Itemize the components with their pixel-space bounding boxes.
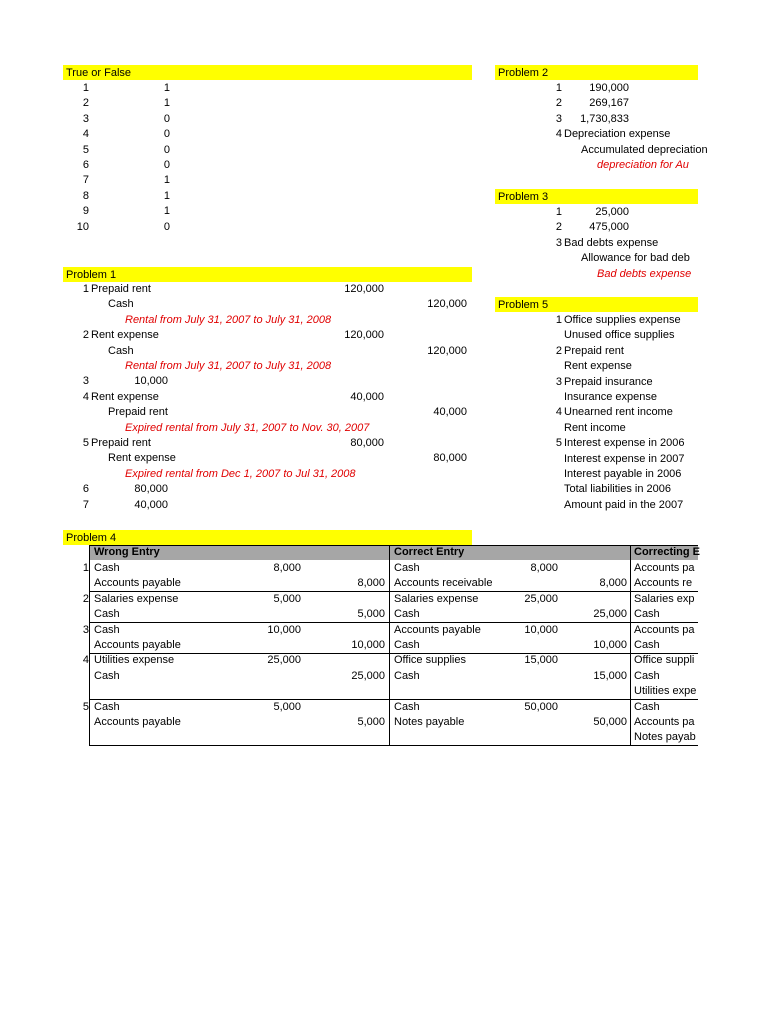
- p1-account: Rent expense: [108, 452, 176, 465]
- problem4-header: [63, 530, 472, 545]
- p4-wrong-account: Accounts payable: [94, 577, 181, 590]
- p4-correct-credit: 8,000: [599, 577, 627, 590]
- p4-correct-credit: 50,000: [593, 716, 627, 728]
- p1-note: Expired rental from July 31, 2007 to Nov. 30, 2007: [125, 421, 370, 434]
- p5-account: Insurance expense: [564, 391, 657, 403]
- p1-account: 10,000: [134, 375, 168, 388]
- p4-correct-credit: 25,000: [593, 608, 627, 621]
- p4-correcting-account: Office suppli: [634, 654, 695, 667]
- p4-correct-account: Accounts receivable: [394, 577, 493, 590]
- p1-debit: 120,000: [344, 329, 384, 342]
- problem2-header-label: Problem 2: [498, 67, 549, 79]
- p5-item-number: 3: [555, 375, 562, 388]
- problem4-border-bottom: [89, 745, 698, 746]
- tf-answer: 1: [163, 189, 170, 202]
- p4-wrong-account: Accounts payable: [94, 639, 181, 651]
- tf-number: 5: [82, 143, 89, 156]
- p4-item-number: 3: [82, 623, 89, 636]
- tf-number: 3: [82, 112, 89, 125]
- tf-number: 2: [82, 97, 89, 110]
- tf-answer: 1: [163, 82, 170, 94]
- p3-item-number: 1: [555, 206, 562, 218]
- tf-number: 4: [82, 128, 89, 141]
- p5-account: Unearned rent income: [564, 406, 673, 419]
- p3-note: Bad debts expense: [597, 267, 692, 280]
- p2-account: Accumulated depreciation: [581, 143, 708, 156]
- p5-account: Rent expense: [564, 360, 632, 373]
- p4-correct-debit: 8,000: [530, 562, 558, 574]
- tf-answer: 1: [163, 174, 170, 187]
- p4-wrong-credit: 8,000: [357, 577, 385, 590]
- p5-account: Total liabilities in 2006: [564, 483, 672, 496]
- p4-correct-account: Cash: [394, 608, 420, 621]
- problem4-divider-2: [630, 545, 631, 746]
- p5-account: Interest expense in 2006: [564, 437, 685, 450]
- p4-correct-account: Office supplies: [394, 654, 466, 667]
- p5-account: Prepaid insurance: [564, 375, 653, 388]
- problem4-border-left: [89, 545, 90, 746]
- p4-correct-account: Cash: [394, 669, 420, 682]
- p1-item-number: 5: [82, 437, 89, 449]
- p4-wrong-credit: 25,000: [351, 669, 385, 682]
- p4-correct-debit: 10,000: [524, 623, 558, 636]
- p2-value: 190,000: [589, 82, 629, 94]
- p3-value: 475,000: [589, 221, 629, 234]
- p1-credit: 80,000: [433, 452, 467, 465]
- problem4-border-top: [89, 545, 698, 546]
- p4-item-number: 1: [82, 562, 89, 574]
- p5-account: Unused office supplies: [564, 329, 675, 342]
- p5-item-number: 4: [555, 406, 562, 419]
- p3-account: Bad debts expense: [564, 236, 659, 249]
- problem3-header-label: Problem 3: [498, 191, 549, 203]
- p4-correct-credit: 10,000: [593, 639, 627, 651]
- tf-answer: 0: [163, 159, 170, 171]
- true-false-header-label: True or False: [66, 67, 132, 79]
- p4-correct-account: Accounts payable: [394, 623, 481, 636]
- p1-account: Prepaid rent: [108, 406, 168, 419]
- p4-correcting-account: Accounts pa: [634, 562, 695, 574]
- p4-correcting-account: Notes payab: [634, 731, 696, 744]
- p5-item-number: 5: [555, 437, 562, 450]
- tf-answer: 0: [163, 128, 170, 141]
- p5-item-number: 2: [555, 344, 562, 357]
- p4-correcting-account: Accounts pa: [634, 623, 695, 636]
- p1-note: Rental from July 31, 2007 to July 31, 2008: [125, 360, 332, 372]
- p2-item-number: 3: [555, 112, 562, 125]
- p3-account: Allowance for bad deb: [581, 252, 690, 265]
- problem4-header-label: Problem 4: [66, 532, 117, 544]
- p1-debit: 80,000: [350, 437, 384, 449]
- p2-value: 1,730,833: [580, 112, 629, 125]
- p4-wrong-account: Cash: [94, 608, 120, 621]
- p4-item-number: 4: [82, 654, 89, 667]
- tf-number: 7: [82, 174, 89, 187]
- problem5-header-label: Problem 5: [498, 299, 549, 311]
- p1-account: 40,000: [134, 498, 168, 511]
- p4-correct-debit: 15,000: [524, 654, 558, 667]
- p2-item-number: 4: [555, 128, 562, 141]
- tf-answer: 0: [163, 112, 170, 125]
- p5-account: Rent income: [564, 421, 626, 434]
- problem3-header: [495, 189, 698, 204]
- p1-account: Prepaid rent: [91, 283, 151, 295]
- p4-correcting-account: Cash: [634, 639, 660, 651]
- p1-account: 80,000: [134, 483, 168, 496]
- tf-number: 9: [82, 205, 89, 218]
- p4-correcting-account: Cash: [634, 669, 660, 682]
- p4-correcting-account: Utilities expe: [634, 685, 697, 698]
- p5-account: Prepaid rent: [564, 344, 624, 357]
- tf-answer: 0: [163, 143, 170, 156]
- p2-account: Depreciation expense: [564, 128, 671, 141]
- tf-answer: 1: [163, 205, 170, 218]
- p4-correcting-account: Accounts re: [634, 577, 693, 590]
- p4-wrong-debit: 5,000: [273, 700, 301, 713]
- p1-account: Cash: [108, 344, 134, 357]
- problem2-header: [495, 65, 698, 80]
- tf-number: 1: [82, 82, 89, 94]
- p4-wrong-debit: 8,000: [273, 562, 301, 574]
- p4-item-number: 2: [82, 592, 89, 605]
- p1-item-number: 4: [82, 390, 89, 403]
- problem5-header: [495, 297, 698, 312]
- p4-correct-account: Salaries expense: [394, 592, 479, 605]
- p4-wrong-debit: 10,000: [267, 623, 301, 636]
- p4-correcting-account: Cash: [634, 608, 660, 621]
- p4-correct-account: Cash: [394, 700, 420, 713]
- p5-account: Amount paid in the 2007: [564, 498, 684, 511]
- p4-wrong-debit: 25,000: [267, 654, 301, 667]
- p4-wrong-debit: 5,000: [273, 592, 301, 605]
- p5-account: Office supplies expense: [564, 314, 681, 326]
- p3-item-number: 2: [555, 221, 562, 234]
- p2-note: depreciation for Au: [597, 159, 689, 171]
- p4-correcting-account: Cash: [634, 700, 660, 713]
- p5-account: Interest expense in 2007: [564, 452, 685, 465]
- p1-note: Expired rental from Dec 1, 2007 to Jul 31, 2008: [125, 467, 356, 480]
- p1-item-number: 2: [82, 329, 89, 342]
- p4-wrong-account: Cash: [94, 700, 120, 713]
- p1-account: Prepaid rent: [91, 437, 151, 449]
- p3-value: 25,000: [595, 206, 629, 218]
- p4-wrong-credit: 10,000: [351, 639, 385, 651]
- p2-value: 269,167: [589, 97, 629, 110]
- p4-wrong-account: Salaries expense: [94, 592, 179, 605]
- p4-correct-account: Cash: [394, 639, 420, 651]
- p4-wrong-account: Accounts payable: [94, 716, 181, 728]
- p4-wrong-credit: 5,000: [357, 716, 385, 728]
- p4-wrong-account: Utilities expense: [94, 654, 175, 667]
- p4-wrong-account: Cash: [94, 623, 120, 636]
- tf-number: 10: [76, 220, 89, 233]
- problem1-header-label: Problem 1: [66, 269, 117, 281]
- p2-item-number: 2: [555, 97, 562, 110]
- p4-item-number: 5: [82, 700, 89, 713]
- p1-credit: 120,000: [427, 344, 467, 357]
- p1-credit: 40,000: [433, 406, 467, 419]
- tf-number: 6: [82, 159, 89, 171]
- p1-credit: 120,000: [427, 298, 467, 311]
- p3-item-number: 3: [555, 236, 562, 249]
- p4-correct-debit: 50,000: [524, 700, 558, 713]
- problem4-col-wrong: Wrong Entry: [94, 546, 160, 558]
- p5-item-number: 1: [555, 314, 562, 326]
- tf-answer: 1: [163, 97, 170, 110]
- p1-item-number: 6: [82, 483, 89, 496]
- p1-debit: 120,000: [344, 283, 384, 295]
- p4-wrong-account: Cash: [94, 562, 120, 574]
- problem4-divider-1: [389, 545, 390, 746]
- p1-note: Rental from July 31, 2007 to July 31, 2008: [125, 313, 332, 326]
- p1-debit: 40,000: [350, 390, 384, 403]
- true-false-header: [63, 65, 472, 80]
- p1-account: Rent expense: [91, 329, 159, 342]
- p1-item-number: 3: [82, 375, 89, 388]
- p4-wrong-account: Cash: [94, 669, 120, 682]
- p5-account: Interest payable in 2006: [564, 468, 682, 480]
- p4-correct-account: Notes payable: [394, 716, 465, 728]
- p1-account: Rent expense: [91, 390, 159, 403]
- p4-correcting-account: Accounts pa: [634, 716, 695, 728]
- p4-correct-credit: 15,000: [593, 669, 627, 682]
- problem4-col-correcting: Correcting E: [634, 546, 701, 558]
- p1-item-number: 7: [82, 498, 89, 511]
- p4-wrong-credit: 5,000: [357, 608, 385, 621]
- tf-answer: 0: [163, 220, 170, 233]
- p1-item-number: 1: [82, 283, 89, 295]
- problem4-col-correct: Correct Entry: [394, 546, 465, 558]
- p4-correct-debit: 25,000: [524, 592, 558, 605]
- p4-correcting-account: Salaries exp: [634, 592, 695, 605]
- problem1-header: [63, 267, 472, 282]
- p1-account: Cash: [108, 298, 134, 311]
- tf-number: 8: [82, 189, 89, 202]
- p2-item-number: 1: [555, 82, 562, 94]
- p4-correct-account: Cash: [394, 562, 420, 574]
